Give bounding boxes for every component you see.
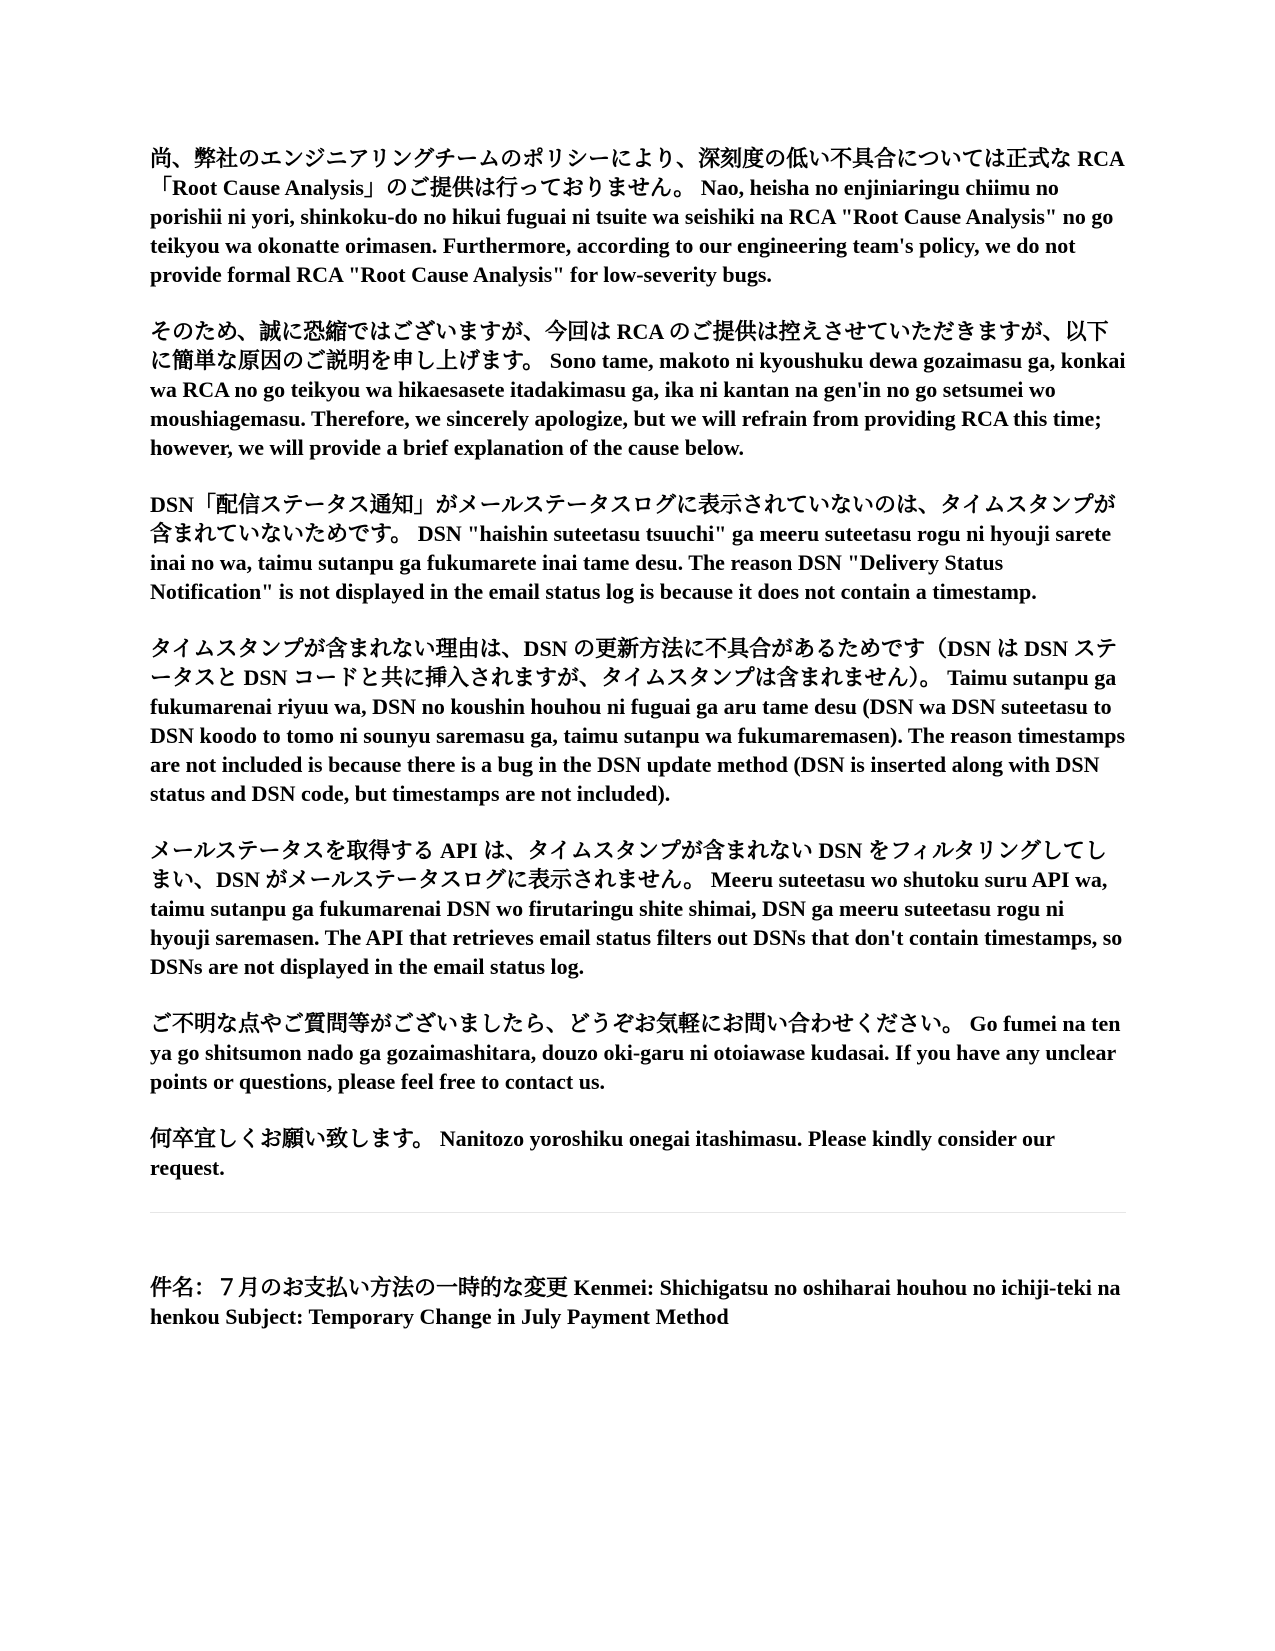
paragraph-rca-policy: 尚、弊社のエンジニアリングチームのポリシーにより、深刻度の低い不具合については正式な RCA「Root Cause Analysis」のご提供は行っておりません。 Nao, heisha no enjiniaringu chiimu no porishii ni yori, shinkoku-do no hikui fuguai ni tsuite wa seishiki na RCA "Root Cause Analysis" no go teikyou wa okonatte orimasen. Furthermore, according to our engineering team's policy, we do not provide formal RCA "Root Cause Analysis" for low-severity bugs. (150, 146, 1125, 287)
paragraph-contact-us: ご不明な点やご質問等がございましたら、どうぞお気軽にお問い合わせください。 Go fumei na ten ya go shitsumon nado ga gozaimashitara, douzo oki-garu ni otoiawase kudasai. If you have any unclear points or questions, please feel free to contact us. (150, 1011, 1121, 1094)
paragraph-closing: 何卒宜しくお願い致します。 Nanitozo yoroshiku onegai itashimasu. Please kindly consider our request. (150, 1126, 1055, 1180)
paragraph-api-filter: メールステータスを取得する API は、タイムスタンプが含まれない DSN をフィルタリングしてしまい、DSN がメールステータスログに表示されません。 Meeru suteetasu wo shutoku suru API wa, taimu sutanpu ga fukumarenai DSN wo firutaringu shite shimai, DSN ga meeru suteetasu rogu ni hyouji saremasen. The API that retrieves email status filters out DSNs that don't contain timestamps, so DSNs are not displayed in the email status log. (150, 838, 1123, 979)
subject-line: 件名：７月のお支払い方法の一時的な変更 Kenmei: Shichigatsu no oshiharai houhou no ichiji-teki na henkou Subject: Temporary Change in July Payment Method (150, 1275, 1121, 1329)
paragraph-rca-refrain: そのため、誠に恐縮ではございますが、今回は RCA のご提供は控えさせていただきますが、以下に簡単な原因のご説明を申し上げます。 Sono tame, makoto ni kyoushuku dewa gozaimasu ga, konkai wa RCA no go teikyou wa hikaesasete itadakimasu ga, ika ni kantan na gen'in no go setsumei wo moushiagemasu. Therefore, we sincerely apologize, but we will refrain from providing RCA this time; however, we will provide a brief explanation of the cause below. (150, 319, 1126, 460)
paragraph-timestamp-reason: タイムスタンプが含まれない理由は、DSN の更新方法に不具合があるためです（DSN は DSN ステータスと DSN コードと共に挿入されますが、タイムスタンプは含まれません）。 Taimu sutanpu ga fukumarenai riyuu wa, DSN no koushin houhou ni fuguai ga aru tame desu (DSN wa DSN suteetasu to DSN koodo to tomo ni sounyu saremasu ga, taimu sutanpu wa fukumaremasen). The reason timestamps are not included is because there is a bug in the DSN update method (DSN is inserted along with DSN status and DSN code, but timestamps are not included). (150, 636, 1126, 806)
section-divider (150, 1212, 1126, 1213)
document-page (150, 144, 1126, 1331)
paragraph-dsn-not-displayed: DSN「配信ステータス通知」がメールステータスログに表示されていないのは、タイムスタンプが含まれていないためです。 DSN "haishin suteetasu tsuuchi" ga meeru suteetasu rogu ni hyouji sarete inai no wa, taimu sutanpu ga fukumarete inai tame desu. The reason DSN "Delivery Status Notification" is not displayed in the email status log is because it does not contain a timestamp. (150, 492, 1116, 604)
